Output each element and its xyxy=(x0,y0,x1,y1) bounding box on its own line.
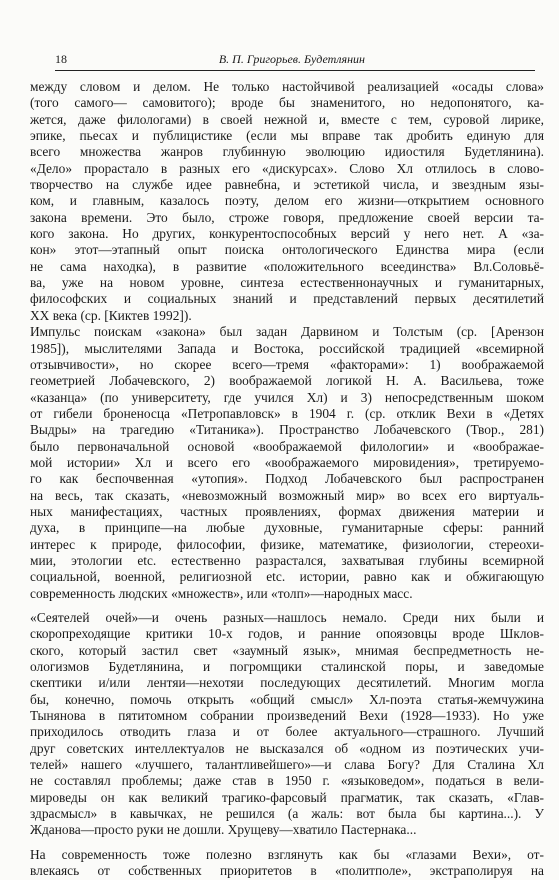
text-line: Импульс поискам «закона» был задан Дарвином и Толстым (ср. [Арензон xyxy=(30,324,544,340)
text-line: 1985]), мыслителями Запада и Востока, российской традицией «всемирной xyxy=(30,340,544,356)
text-line: На современность тоже полезно взглянуть как бы «глазами Вехи», от- xyxy=(30,846,544,862)
text-line: телей» нашего «лучшего, талантливейшего»—и слава Богу? Для Сталина Хл xyxy=(30,757,544,773)
text-line: XX века (ср. [Киктев 1992]). xyxy=(30,307,192,323)
text-line: (того самого— самовитого); вроде бы знаменитого, но недопонятого, ка- xyxy=(30,95,544,111)
body-text xyxy=(30,79,544,880)
text-line: друг советских интеллектуалов не высказался об «одном из поэтических учи- xyxy=(30,740,544,756)
text-line: социальной, военной, религиозной etc. истории, равно как и обжигающую xyxy=(30,569,544,585)
text-line: творчество на службе идее равнебна, и эстетикой числа, и звездным язы- xyxy=(30,177,544,193)
text-line: ных манифестациях, частных проявлениях, формах движения материи и xyxy=(30,503,544,519)
text-line: приходилось отводить глаза и от более актуального—страшного. Лучший xyxy=(30,724,544,740)
text-line: ком, и главным, казалось поэту, делом его жизни—открытием основного xyxy=(30,193,544,209)
text-line: мироведы он как великий трагико-фарсовый прагматик, так сказать, «Глав- xyxy=(30,789,544,805)
text-line: «казанца» (по университету, где учился Хл) и 3) непосредственным шоком xyxy=(30,389,544,405)
text-line: «Сеятелей очей»—и очень разных—нашлось немало. Среди них были и xyxy=(30,610,544,625)
text-line: геометрией Лобачевского, 2) воображаемой логикой Н. А. Васильева, тоже xyxy=(30,373,544,389)
text-line: скептики и/или лентяи—нехотяи последующих десятилетий. Многим могла xyxy=(30,675,544,691)
page-number: 18 xyxy=(55,52,67,66)
text-line: не сама находка), в развитие «положительного всеединства» Вл.Соловьё- xyxy=(30,258,544,274)
text-line: духа, в принципе—на любые духовные, гуманитарные сферы: ранний xyxy=(30,520,544,536)
text-line: закона времени. Это было, строже говоря, предложение своей версии та- xyxy=(30,209,544,225)
paragraph-gap xyxy=(30,839,544,847)
text-line: здрасмысл» в кавычках, не решился (а жаль: вот была бы картина...). У xyxy=(30,806,544,822)
text-line: кого закона. Но других, конкурентоспособных версий у него нет. А «за- xyxy=(30,226,544,242)
text-line: ского, который застил свет «заумный язык», мнимая беспредметность не- xyxy=(30,642,544,658)
text-line: не составлял проблемы; даже став в 1950 г. «языковедом», податься в вели- xyxy=(30,773,544,789)
text-line: современность людских «множеств», или «толп»—народных масс. xyxy=(30,585,413,601)
text-line: кон» этот—этапный опыт поиска онтологического Единства мира (если xyxy=(30,242,544,258)
page-header xyxy=(55,52,535,71)
text-line: бы, конечно, помочь открыть «общий смысл» Хл-поэта статья-жемчужина xyxy=(30,691,544,707)
text-line: эпике, пьесах и публицистике (если мы вправе так дробить единую для xyxy=(30,128,544,144)
text-line: между словом и делом. Не только настойчивой реализацией «осады слова» xyxy=(30,79,544,94)
text-line: жется, даже филологами) в своей нежной и, вместе с тем, суровой лирике, xyxy=(30,111,544,127)
text-line: от гибели броненосца «Петропавловск» в 1904 г. (ср. отклик Вехи в «Детях xyxy=(30,405,544,421)
text-line: го как беспочвенная «утопия». Подход Лобачевского был распространен xyxy=(30,471,544,487)
text-line: ва, уже на новом уровне, синтеза естественнонаучных и гуманитарных, xyxy=(30,275,544,291)
text-line: ологизмов Будетлянина, и погромщики сталинской поры, и заведомые xyxy=(30,659,544,675)
text-line: мии, этологии etc. естественно разрастался, захватывая глубины всемирной xyxy=(30,552,544,568)
text-line: было первоначальной основой «воображаемой филологии» и «воображае- xyxy=(30,438,544,454)
text-line: влекаясь от собственных приоритетов в «политполе», экстраполируя на xyxy=(30,863,544,879)
text-line: Жданова—просто руки не дошли. Хрущеву—хватило Пастернака... xyxy=(30,822,417,838)
text-line: скоропреходящие критики 10-х годов, и ранние опоязовцы вроде Шклов- xyxy=(30,626,544,642)
text-line: Тынянова в пятитомном собрании произведений Вехи (1928—1933). Но уже xyxy=(30,708,544,724)
text-line: на весь, так сказать, «невозможный возможный мир» во всех его виртуаль- xyxy=(30,487,544,503)
running-head: В. П. Григорьев. Будетлянин xyxy=(218,52,365,66)
text-line: мой истории» Хл и всего его «воображаемого мировидения», третируемо- xyxy=(30,454,544,470)
text-line: интерес к природе, философии, физике, математике, физиологии, стереохи- xyxy=(30,536,544,552)
text-line: отзывчивости», но скорее всего—тремя «факторами»: 1) воображаемой xyxy=(30,356,544,372)
text-line: всего множества жанров глубинную эволюцию идиостиля Будетлянина). xyxy=(30,144,544,160)
text-line: философских и социальных знаний и представлений первых десятилетий xyxy=(30,291,544,307)
text-line: Выдры» на трагедию «Титаника»). Пространство Лобачевского (Твор., 281) xyxy=(30,422,544,438)
paragraph-gap xyxy=(30,602,544,610)
text-line: «Дело» прорастало в разных его «дискурсах». Слово Хл отлилось в слово- xyxy=(30,160,544,176)
